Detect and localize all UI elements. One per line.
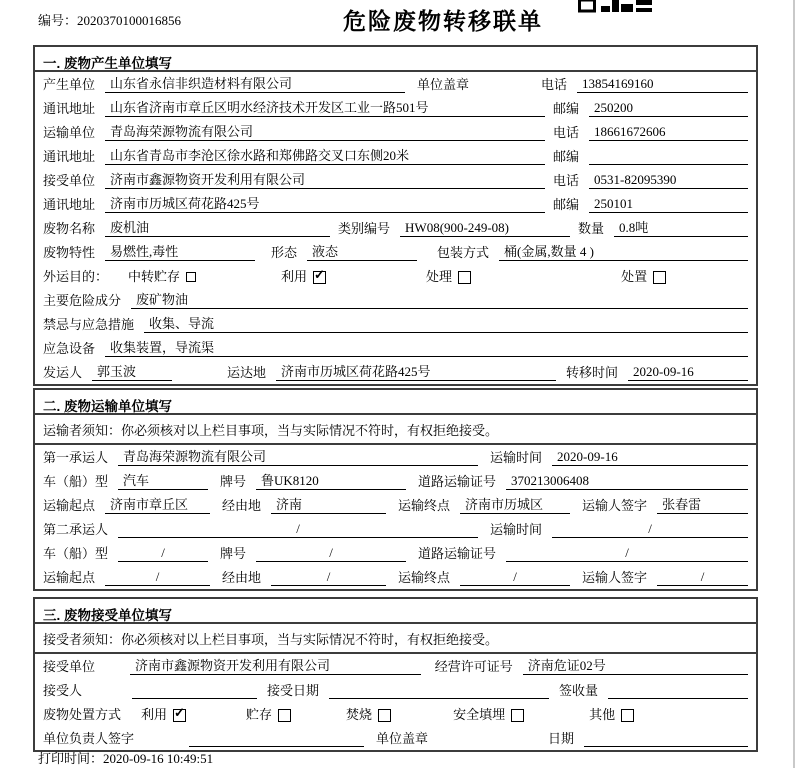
produce-unit-value: 山东省永信非织造材料有限公司 — [105, 76, 405, 93]
transfer-time-label: 转移时间 — [566, 365, 619, 380]
license-number-label: 经营许可证号 — [434, 659, 513, 674]
print-time — [38, 748, 213, 767]
section-generator — [33, 45, 758, 386]
road-permit-label: 道路运输证号 — [418, 546, 497, 561]
emergency-measures-label: 禁忌与应急措施 — [43, 317, 135, 332]
quantity-value: 0.8吨 — [614, 220, 748, 237]
receive-date-label: 接受日期 — [267, 683, 320, 698]
section2-title: 二. 废物运输单位填写 — [35, 390, 756, 415]
purpose-option-utilize — [281, 269, 326, 285]
terminus-value: 济南市历城区 — [460, 497, 570, 514]
print-time-value: 2020-09-16 10:49:51 — [103, 751, 214, 766]
print-time-label: 打印时间： — [38, 751, 104, 766]
packaging-label: 包装方式 — [437, 245, 490, 260]
row-route-2 — [35, 565, 756, 589]
row-receiver-person — [35, 678, 756, 702]
first-carrier-value: 青岛海荣源物流有限公司 — [118, 449, 478, 466]
packaging-value: 桶(金属,数量 4 ) — [499, 244, 748, 261]
origin-label: 运输起点 — [43, 498, 96, 513]
row-outbound-purpose — [35, 264, 756, 288]
option-label: 中转贮存 — [128, 269, 181, 284]
main-hazard-value: 废矿物油 — [131, 292, 748, 309]
terminus-label: 运输终点 — [398, 570, 451, 585]
road-permit-value: / — [506, 545, 748, 562]
plate-number-value: 鲁UK8120 — [256, 473, 406, 490]
via-label: 经由地 — [222, 570, 262, 585]
postcode-label: 邮编 — [553, 101, 580, 116]
outbound-purpose-label: 外运目的： — [43, 269, 109, 284]
section-receiver — [33, 597, 758, 752]
postcode-value: 250101 — [589, 196, 748, 213]
carrier-signature-label: 运输人签字 — [582, 498, 648, 513]
disposal-option-landfill — [453, 707, 524, 723]
checkbox-treat-icon — [458, 271, 471, 284]
via-value: 济南 — [271, 497, 386, 514]
form-state-label: 形态 — [271, 245, 298, 260]
signed-quantity-value — [608, 683, 748, 699]
vehicle-type-label: 车（船）型 — [43, 546, 109, 561]
disposal-option-store — [246, 707, 291, 723]
phone-label: 电话 — [553, 125, 580, 140]
row-receiving-unit — [35, 654, 756, 678]
postcode-label: 邮编 — [553, 197, 580, 212]
row-transport-unit — [35, 120, 756, 144]
plate-number-value: / — [256, 545, 406, 562]
transport-time-value: / — [552, 521, 748, 538]
postcode-label: 邮编 — [553, 149, 580, 164]
checkbox-disposal-incinerate-icon — [378, 709, 391, 722]
carrier-signature-label: 运输人签字 — [582, 570, 648, 585]
origin-label: 运输起点 — [43, 570, 96, 585]
serial-label: 编号： — [38, 13, 78, 28]
option-label: 利用 — [281, 269, 308, 284]
second-carrier-label: 第二承运人 — [43, 522, 109, 537]
phone-value: 18661672606 — [589, 124, 748, 141]
waste-name-label: 废物名称 — [43, 221, 96, 236]
phone-value: 13854169160 — [577, 76, 748, 93]
address-label: 通讯地址 — [43, 197, 96, 212]
receiver-label: 接受人 — [43, 683, 83, 698]
option-label: 贮存 — [246, 707, 273, 722]
emergency-equipment-label: 应急设备 — [43, 341, 96, 356]
unit-seal-label: 单位盖章 — [417, 77, 470, 92]
receiver-value — [132, 683, 257, 699]
road-permit-label: 道路运输证号 — [418, 474, 497, 489]
section1-title: 一. 废物产生单位填写 — [35, 47, 756, 72]
row-waste-property — [35, 240, 756, 264]
checkbox-dispose-icon — [653, 271, 666, 284]
receiving-unit-label: 接受单位 — [43, 659, 96, 674]
row-route-1 — [35, 493, 756, 517]
first-carrier-label: 第一承运人 — [43, 450, 109, 465]
address-label: 通讯地址 — [43, 101, 96, 116]
address-value: 山东省青岛市李沧区徐水路和郑佛路交叉口东侧20米 — [105, 148, 545, 165]
checkbox-disposal-utilize-icon — [173, 709, 186, 722]
carrier-signature-value: / — [657, 569, 748, 586]
purpose-option-transfer-storage — [128, 269, 196, 285]
option-label: 其他 — [589, 707, 616, 722]
plate-number-label: 牌号 — [220, 546, 247, 561]
category-code-value: HW08(900-249-08) — [400, 220, 570, 237]
signed-quantity-label: 签收量 — [559, 683, 599, 698]
responsible-signature-label: 单位负责人签字 — [43, 731, 135, 746]
checkbox-utilize-icon — [313, 271, 326, 284]
waste-property-value: 易燃性,毒性 — [105, 244, 255, 261]
unit-seal-label: 单位盖章 — [376, 731, 429, 746]
address-value: 山东省济南市章丘区明水经济技术开发区工业一路501号 — [105, 100, 545, 117]
terminus-label: 运输终点 — [398, 498, 451, 513]
address-value: 济南市历城区荷花路425号 — [105, 196, 545, 213]
transporter-notice: 运输者须知：你必须核对以上栏目事项，当与实际情况不符时，有权拒绝接受。 — [35, 415, 756, 445]
receive-unit-value: 济南市鑫源物资开发利用有限公司 — [105, 172, 545, 189]
quantity-label: 数量 — [578, 221, 605, 236]
serial-value: 2020370100016856 — [77, 13, 182, 28]
carrier-signature-value: 张春雷 — [657, 497, 748, 514]
transport-unit-label: 运输单位 — [43, 125, 96, 140]
row-emergency-measures — [35, 312, 756, 336]
row-vehicle-type-2 — [35, 541, 756, 565]
second-carrier-value: / — [118, 521, 478, 538]
section-transporter — [33, 388, 758, 591]
manifest-form — [33, 45, 758, 752]
row-first-carrier — [35, 445, 756, 469]
postcode-value — [589, 149, 748, 165]
via-value: / — [271, 569, 386, 586]
row-emergency-equipment — [35, 336, 756, 360]
receive-date-value — [329, 683, 549, 699]
shipper-label: 发运人 — [43, 365, 83, 380]
date-value — [584, 731, 748, 747]
destination-value: 济南市历城区荷花路425号 — [276, 364, 556, 381]
receiver-notice: 接受者须知：你必须核对以上栏目事项，当与实际情况不符时，有权拒绝接受。 — [35, 624, 756, 654]
row-shipper — [35, 360, 756, 384]
checkbox-disposal-landfill-icon — [511, 709, 524, 722]
main-hazard-label: 主要危险成分 — [43, 293, 122, 308]
produce-unit-label: 产生单位 — [43, 77, 96, 92]
disposal-option-utilize — [141, 707, 186, 723]
shipper-value: 郭玉波 — [92, 364, 172, 381]
waste-property-label: 废物特性 — [43, 245, 96, 260]
destination-label: 运达地 — [227, 365, 267, 380]
receive-unit-label: 接受单位 — [43, 173, 96, 188]
row-receive-unit — [35, 168, 756, 192]
phone-value: 0531-82095390 — [589, 172, 748, 189]
checkbox-disposal-other-icon — [621, 709, 634, 722]
phone-label: 电话 — [553, 173, 580, 188]
section3-title: 三. 废物接受单位填写 — [35, 599, 756, 624]
plate-number-label: 牌号 — [220, 474, 247, 489]
option-label: 处置 — [621, 269, 648, 284]
vehicle-type-value: 汽车 — [118, 473, 208, 490]
row-transporter-address — [35, 144, 756, 168]
emergency-measures-value: 收集、导流 — [144, 316, 748, 333]
road-permit-value: 370213006408 — [506, 473, 748, 490]
postcode-value: 250200 — [589, 100, 748, 117]
option-label: 处理 — [426, 269, 453, 284]
license-number-value: 济南危证02号 — [523, 658, 748, 675]
row-second-carrier — [35, 517, 756, 541]
option-label: 利用 — [141, 707, 168, 722]
disposal-method-label: 废物处置方式 — [43, 707, 122, 722]
origin-value: 济南市章丘区 — [105, 497, 210, 514]
checkbox-transfer-storage-icon — [186, 272, 196, 282]
emergency-equipment-value: 收集装置，导流渠 — [105, 340, 748, 357]
transport-time-label: 运输时间 — [490, 450, 543, 465]
transport-time-label: 运输时间 — [490, 522, 543, 537]
address-label: 通讯地址 — [43, 149, 96, 164]
row-disposal-method — [35, 702, 756, 726]
row-waste-name — [35, 216, 756, 240]
disposal-option-incinerate — [346, 707, 391, 723]
date-label: 日期 — [548, 731, 575, 746]
transport-unit-value: 青岛海荣源物流有限公司 — [105, 124, 545, 141]
qr-code-fragment — [578, 0, 654, 13]
option-label: 焚烧 — [346, 707, 373, 722]
disposal-option-other — [589, 707, 634, 723]
row-receiver-address — [35, 192, 756, 216]
form-title: 危险废物转移联单 — [343, 8, 543, 34]
via-label: 经由地 — [222, 498, 262, 513]
option-label: 安全填埋 — [453, 707, 506, 722]
purpose-option-treat — [426, 269, 471, 285]
checkbox-disposal-store-icon — [278, 709, 291, 722]
category-code-label: 类别编号 — [338, 221, 391, 236]
purpose-option-dispose — [621, 269, 666, 285]
row-main-hazard — [35, 288, 756, 312]
page-edge-line — [793, 0, 795, 768]
receiving-unit-value: 济南市鑫源物资开发利用有限公司 — [130, 658, 421, 675]
transfer-time-value: 2020-09-16 — [628, 364, 748, 381]
form-state-value: 液态 — [307, 244, 417, 261]
waste-name-value: 废机油 — [105, 220, 330, 237]
terminus-value: / — [460, 569, 570, 586]
vehicle-type-value: / — [118, 545, 208, 562]
transport-time-value: 2020-09-16 — [552, 449, 748, 466]
responsible-signature-value — [189, 731, 364, 747]
row-produce-unit — [35, 72, 756, 96]
origin-value: / — [105, 569, 210, 586]
row-vehicle-type-1 — [35, 469, 756, 493]
vehicle-type-label: 车（船）型 — [43, 474, 109, 489]
phone-label: 电话 — [541, 77, 568, 92]
row-generator-address — [35, 96, 756, 120]
row-responsible-signature — [35, 726, 756, 750]
